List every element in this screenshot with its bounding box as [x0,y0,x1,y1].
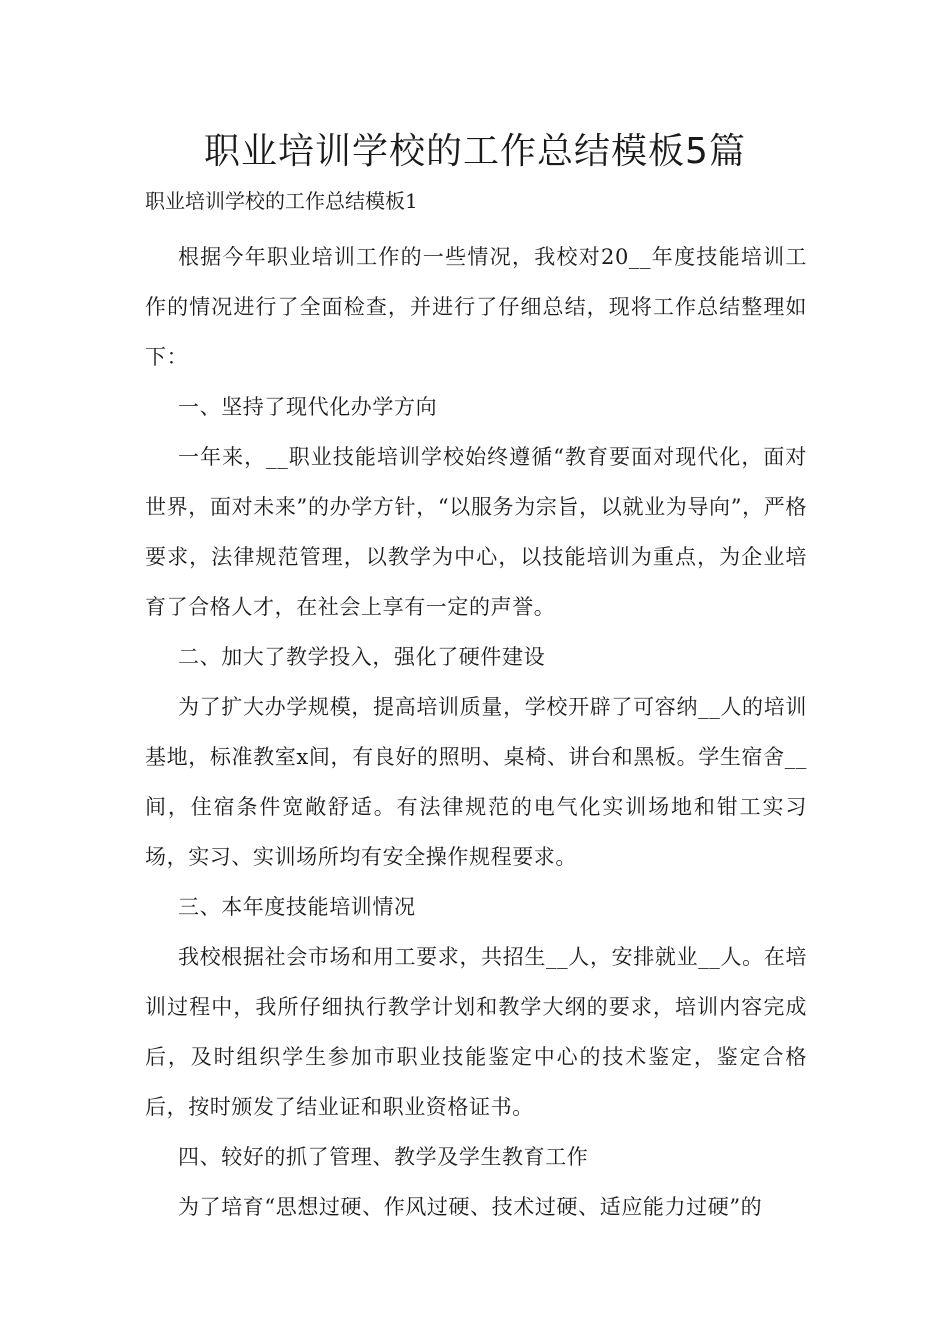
intro-paragraph: 根据今年职业培训工作的一些情况，我校对20__年度技能培训工作的情况进行了全面检查，并进行了仔细总结，现将工作总结整理如下： [145,245,807,369]
section-paragraph-4: 为了培育“思想过硬、作风过硬、技术过硬、适应能力过硬”的 [178,1195,763,1219]
document-subtitle: 职业培训学校的工作总结模板1 [145,189,418,213]
document-title: 职业培训学校的工作总结模板5篇 [204,131,746,172]
section-heading-2: 二、加大了教学投入，强化了硬件建设 [178,645,546,669]
document-body [145,232,807,1232]
section-heading-1: 一、坚持了现代化办学方向 [178,395,438,419]
section-paragraph-3: 我校根据社会市场和用工要求，共招生__人，安排就业__人。在培训过程中，我所仔细执行教学计划和教学大纲的要求，培训内容完成后，及时组织学生参加市职业技能鉴定中心的技术鉴定，鉴定合格后，按时颁发了结业证和职业资格证书。 [145,945,807,1119]
section-heading-4: 四、较好的抓了管理、教学及学生教育工作 [178,1145,589,1169]
section-heading-3: 三、本年度技能培训情况 [178,895,416,919]
section-paragraph-1: 一年来，__职业技能培训学校始终遵循“教育要面对现代化，面对世界，面对未来”的办学方针，“以服务为宗旨，以就业为导向”，严格要求，法律规范管理，以教学为中心，以技能培训为重点，为企业培育了合格人才，在社会上享有一定的声誉。 [145,445,807,619]
section-paragraph-2: 为了扩大办学规模，提高培训质量，学校开辟了可容纳__人的培训基地，标准教室x间，有良好的照明、桌椅、讲台和黑板。学生宿舍__间，住宿条件宽敞舒适。有法律规范的电气化实训场地和钳工实习场，实习、实训场所均有安全操作规程要求。 [145,695,807,869]
